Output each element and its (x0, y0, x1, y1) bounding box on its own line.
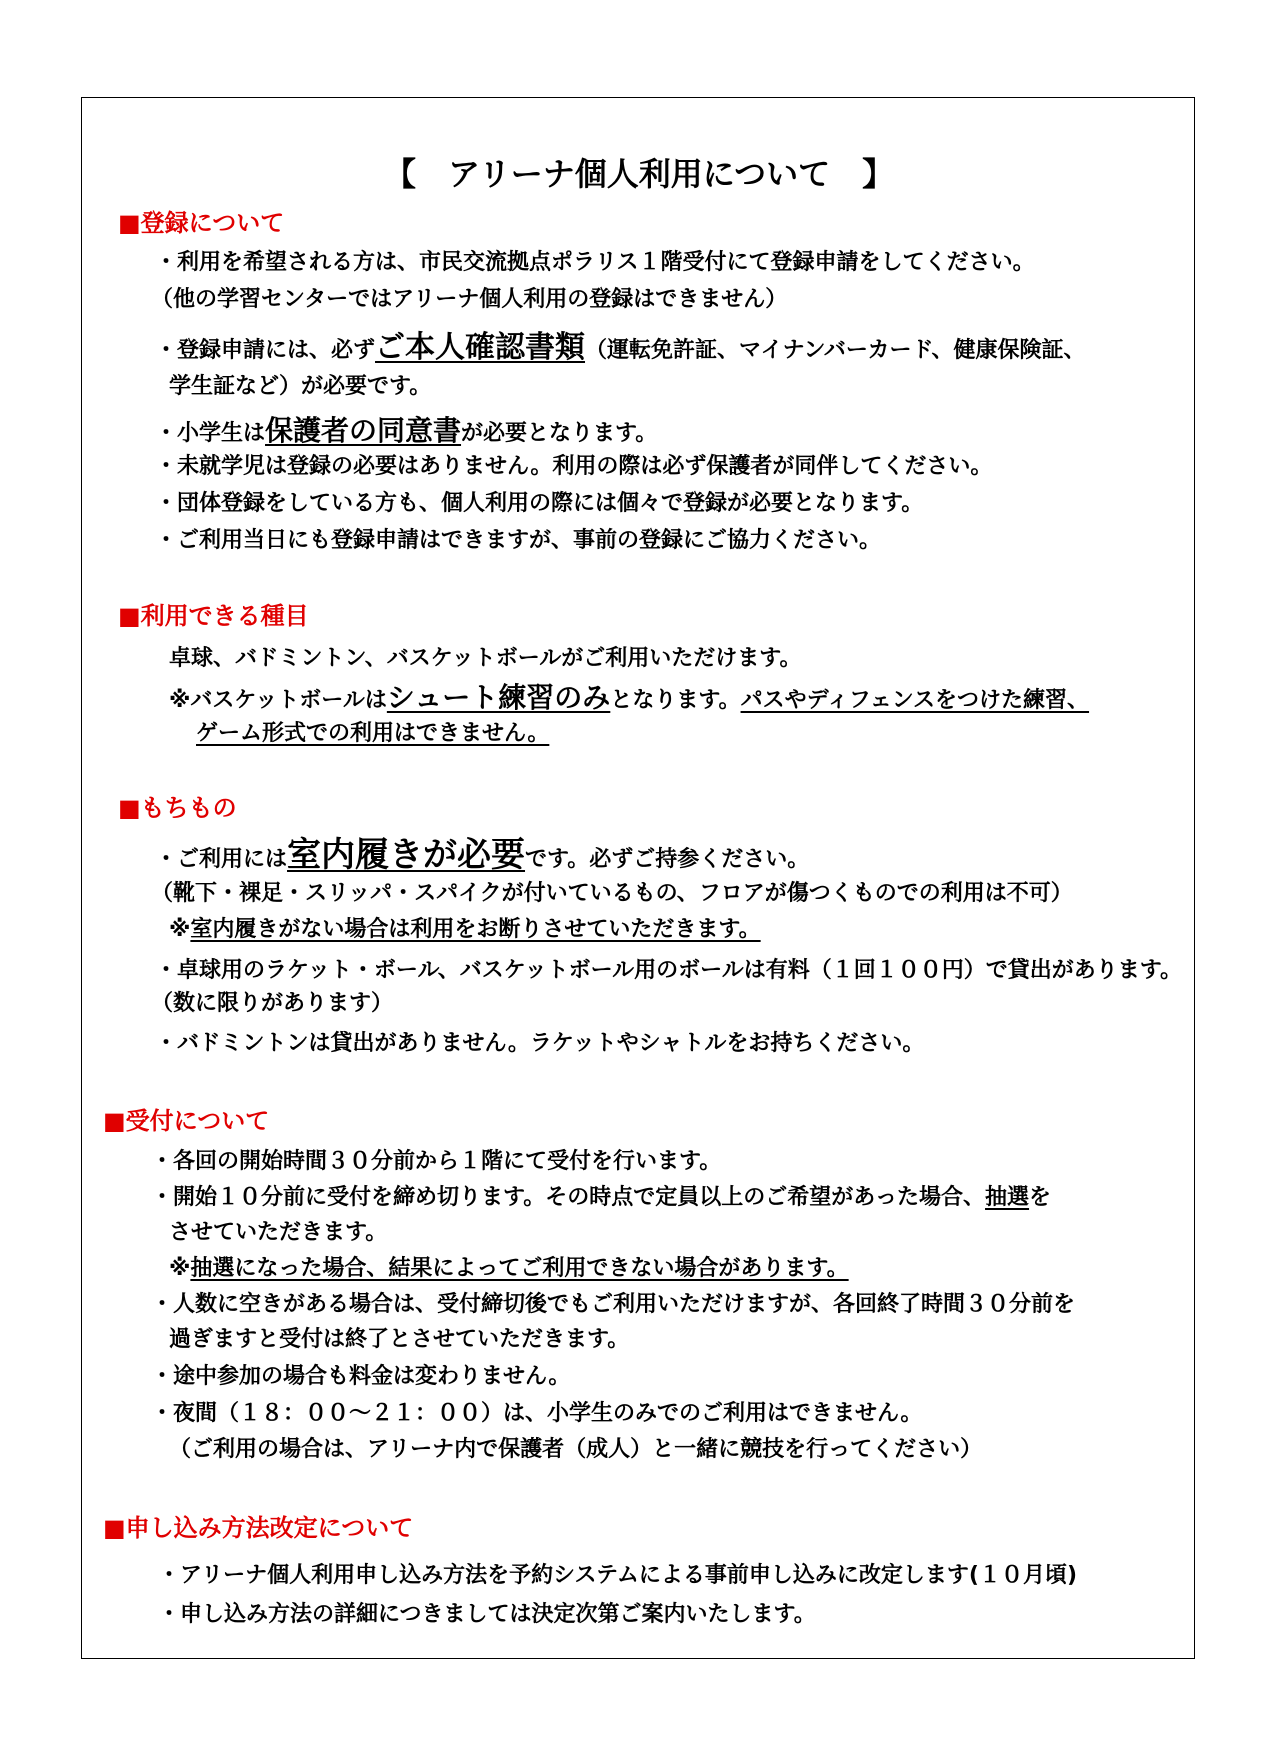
belongings-line-4: ・卓球用のラケット・ボール、バスケットボール用のボールは有料（１回１００円）で貸出があります。 (155, 958, 1182, 983)
registration-line-6: ・未就学児は登録の必要はありません。利用の際は必ず保護者が同伴してください。 (155, 454, 993, 479)
registration-line-5-prefix: ・小学生は (155, 421, 266, 446)
registration-line-2: （他の学習センターではアリーナ個人利用の登録はできません） (151, 287, 788, 312)
reception-line-3: させていただきます。 (169, 1220, 388, 1245)
registration-line-1: ・利用を希望される方は、市民交流拠点ポラリス１階受付にて登録申請をしてください。 (155, 250, 1035, 275)
belongings-line-5: （数に限りがあります） (151, 991, 394, 1016)
reception-line-4-mark: ※ (169, 1256, 191, 1281)
belongings-line-1-suffix: です。必ずご持参ください。 (525, 847, 810, 872)
belongings-line-6: ・バドミントンは貸出がありません。ラケットやシャトルをお持ちください。 (155, 1031, 925, 1056)
reception-line-1: ・各回の開始時間３０分前から１階にて受付を行います。 (151, 1149, 722, 1174)
section-heading-sports: ■利用できる種目 (118, 602, 309, 630)
section-heading-belongings: ■もちもの (118, 794, 237, 822)
reception-line-4-lottery-note: 抽選になった場合、結果によってご利用できない場合があります。 (190, 1256, 849, 1281)
sports-line-2-restriction: パスやディフェンスをつけた練習、 (740, 688, 1090, 713)
sports-line-2-prefix: ※バスケットボールは (169, 688, 387, 713)
section-heading-revision: ■申し込み方法改定について (103, 1514, 414, 1542)
registration-line-3 (155, 330, 1086, 365)
section-heading-registration: ■登録について (118, 209, 285, 237)
sports-line-1: 卓球、バドミントン、バスケットボールがご利用いただけます。 (169, 646, 802, 671)
guardian-consent-emphasis: 保護者の同意書 (265, 414, 462, 447)
belongings-line-1 (155, 835, 810, 875)
sports-line-2 (169, 681, 1090, 714)
belongings-line-3-mark: ※ (169, 917, 191, 942)
indoor-shoes-emphasis: 室内履きが必要 (287, 835, 526, 875)
reception-line-2-suffix: を (1029, 1185, 1052, 1210)
sports-line-2-middle: となります。 (610, 688, 741, 713)
revision-line-2: ・申し込み方法の詳細につきましては決定次第ご案内いたします。 (158, 1602, 816, 1627)
sports-line-3: ゲーム形式での利用はできません。 (196, 721, 550, 746)
registration-line-5 (155, 414, 658, 447)
belongings-line-3 (169, 919, 761, 941)
belongings-line-1-prefix: ・ご利用には (155, 847, 288, 872)
reception-line-6: 過ぎますと受付は終了とさせていただきます。 (169, 1327, 630, 1352)
reception-line-4 (169, 1258, 849, 1280)
page-title: 【 アリーナ個人利用について 】 (384, 155, 895, 193)
registration-line-8: ・ご利用当日にも登録申請はできますが、事前の登録にご協力ください。 (155, 528, 882, 553)
id-documents-emphasis: ご本人確認書類 (375, 330, 586, 365)
reception-line-7: ・途中参加の場合も料金は変わりません。 (151, 1364, 571, 1389)
registration-line-3-suffix: （運転免許証、マイナンバーカード、健康保険証、 (585, 338, 1086, 363)
section-heading-reception: ■受付について (103, 1107, 270, 1135)
lottery-emphasis: 抽選 (985, 1185, 1030, 1210)
registration-line-5-suffix: が必要となります。 (461, 421, 658, 446)
belongings-line-3-refusal: 室内履きがない場合は利用をお断りさせていただきます。 (190, 917, 761, 942)
registration-line-7: ・団体登録をしている方も、個人利用の際には個々で登録が必要となります。 (155, 491, 924, 516)
reception-line-2 (151, 1187, 1051, 1209)
reception-line-5: ・人数に空きがある場合は、受付締切後でもご利用いただけますが、各回終了時間３０分前を (151, 1292, 1076, 1317)
reception-line-9: （ご利用の場合は、アリーナ内で保護者（成人）と一緒に競技を行ってください） (169, 1437, 983, 1462)
reception-line-2-prefix: ・開始１０分前に受付を締め切ります。その時点で定員以上のご希望があった場合、 (151, 1185, 986, 1210)
reception-line-8: ・夜間（１８：００～２１：００）は、小学生のみでのご利用はできません。 (151, 1401, 923, 1426)
shoot-practice-emphasis: シュート練習のみ (386, 681, 611, 714)
registration-line-4: 学生証など）が必要です。 (169, 374, 432, 399)
revision-line-1: ・アリーナ個人利用申し込み方法を予約システムによる事前申し込みに改定します(１０月頃) (158, 1563, 1078, 1588)
registration-line-3-prefix: ・登録申請には、必ず (155, 338, 376, 363)
belongings-line-2: （靴下・裸足・スリッパ・スパイクが付いているもの、フロアが傷つくものでの利用は不可） (151, 881, 1073, 906)
